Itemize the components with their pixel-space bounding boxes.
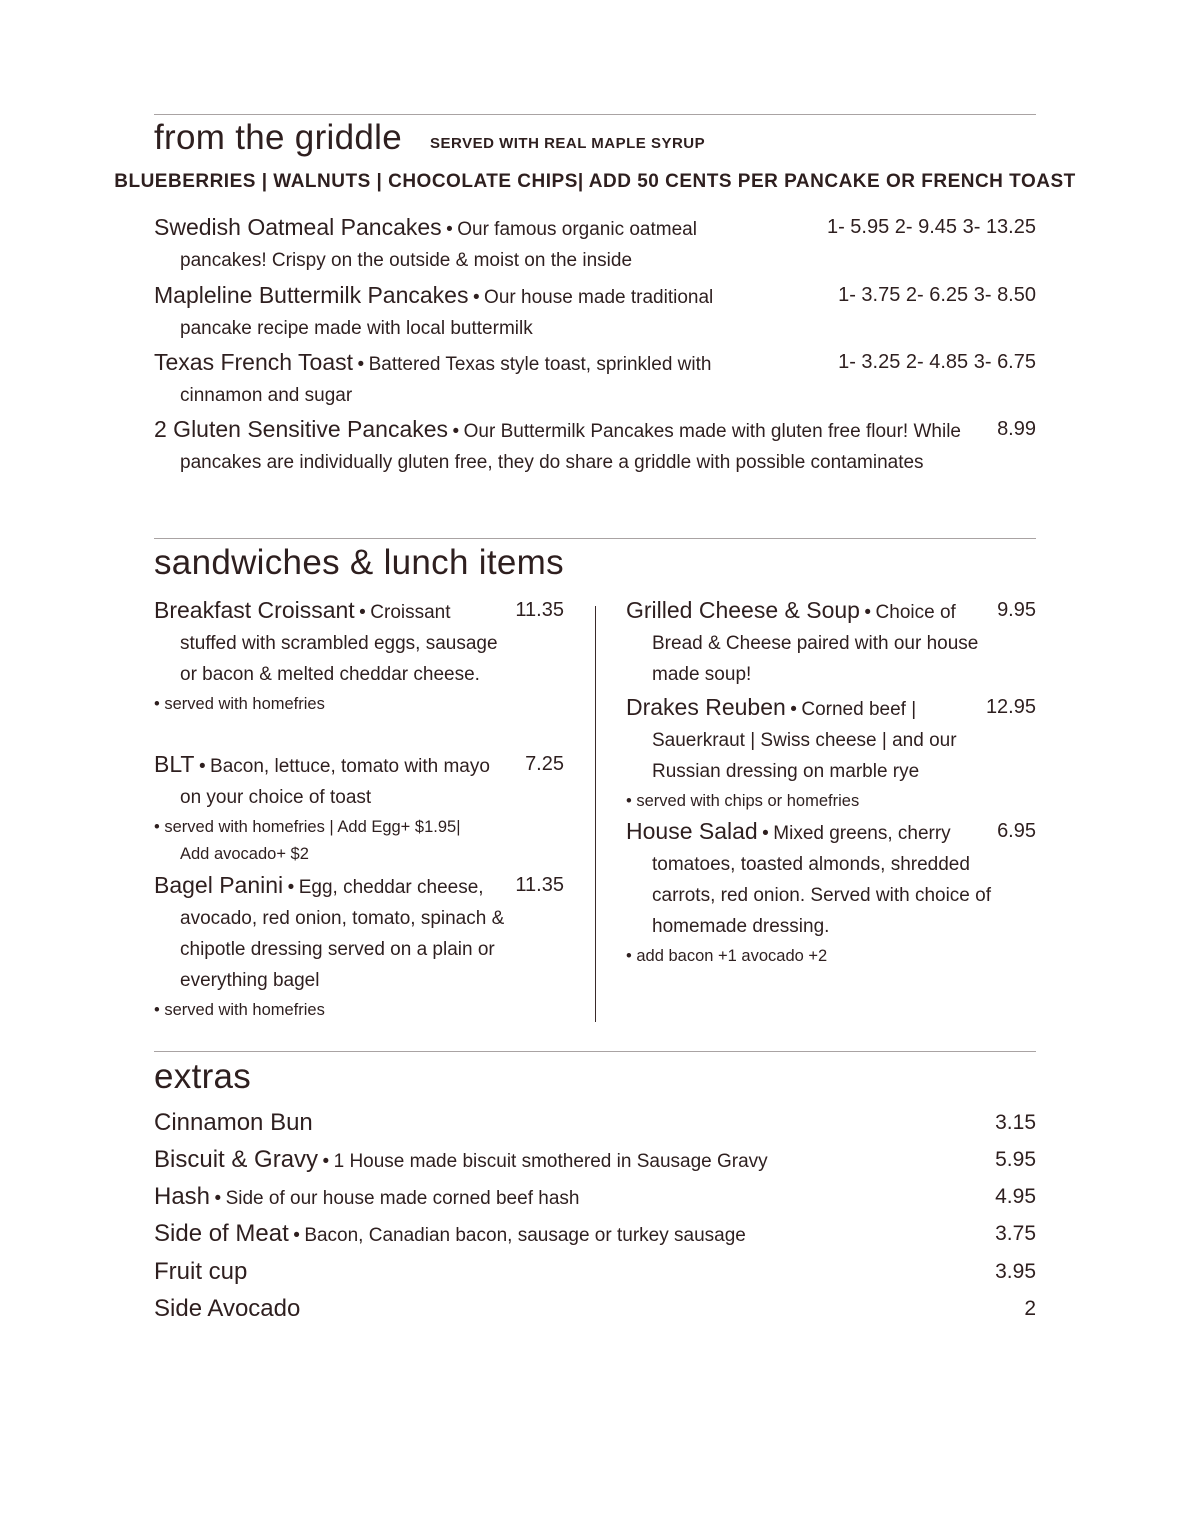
item-separator: • [359,602,366,623]
item-description: Our famous organic oatmeal pancakes! Crispy on the outside & moist on the inside [180,219,697,271]
item-separator: • [198,756,206,777]
extra-item-hash [154,1181,1036,1213]
item-name: Cinnamon Bun [154,1109,313,1136]
item-price: 3.75 [995,1222,1036,1245]
item-price: 7.25 [525,753,564,775]
sandwiches-top-rule [154,538,1036,539]
menu-item-grilled-cheese-soup [626,595,997,691]
column-divider [595,606,596,1022]
item-separator: • [762,823,769,844]
item-separator: • [446,219,453,240]
menu-item-drakes-reuben [626,692,997,815]
item-description: Choice of Bread & Cheese paired with our house made soup! [652,602,979,685]
menu-item-blt [154,749,510,868]
item-description: Mixed greens, cherry tomatoes, toasted almonds, shredded carrots, red onion. Served with choice of homemade dressing. [652,823,992,937]
item-separator: • [322,1151,330,1172]
item-description: Side of our house made corned beef hash [225,1188,580,1209]
item-separator: • [452,421,460,442]
item-separator: • [472,287,480,308]
item-price: 12.95 [985,696,1036,718]
menu-item-breakfast-croissant [154,595,510,718]
item-separator: • [287,877,295,898]
menu-item-swedish-oatmeal [154,212,760,277]
item-name: Bagel Panini [154,872,284,898]
item-name: Texas French Toast [154,349,354,375]
menu-item-mapleline-buttermilk [154,280,780,345]
item-price: 1- 5.95 2- 9.45 3- 13.25 [826,216,1036,238]
item-price: 11.35 [515,599,564,621]
item-price: 3.95 [995,1260,1036,1283]
item-price: 11.35 [515,874,564,896]
item-description: Corned beef | Sauerkraut | Swiss cheese | and our Russian dressing on marble rye [652,699,957,782]
griddle-section-title: from the griddle [154,118,402,157]
item-name: Hash [154,1183,211,1210]
item-name: Side of Meat [154,1220,289,1247]
item-price: 1- 3.25 2- 4.85 3- 6.75 [838,351,1036,373]
extras-top-rule [154,1051,1036,1052]
item-name: Breakfast Croissant [154,597,355,623]
extra-item-biscuit-gravy [154,1144,1036,1176]
item-description: Bacon, Canadian bacon, sausage or turkey sausage [304,1225,746,1246]
item-description: Our Buttermilk Pancakes made with gluten free flour! While pancakes are individually gluten free, they do share a griddle with possible contaminates [180,421,962,473]
extra-item-cinnamon-bun [154,1107,1036,1139]
item-name: Mapleline Buttermilk Pancakes [154,282,469,308]
item-price: 4.95 [995,1185,1036,1208]
item-price: 1- 3.75 2- 6.25 3- 8.50 [838,284,1036,306]
item-price: 2 [1024,1297,1036,1320]
item-description: Croissant stuffed with scrambled eggs, sausage or bacon & melted cheddar cheese. [180,602,498,685]
extras-section-title: extras [154,1057,252,1096]
item-description: 1 House made biscuit smothered in Sausage Gravy [333,1151,768,1172]
item-name: 2 Gluten Sensitive Pancakes [154,416,449,442]
item-name: Drakes Reuben [626,694,786,720]
item-note: • served with homefries [154,695,325,713]
item-price: 5.95 [995,1148,1036,1171]
item-description: Bacon, lettuce, tomato with mayo on your choice of toast [180,756,490,808]
item-name: Grilled Cheese & Soup [626,597,860,623]
item-name: Fruit cup [154,1258,248,1285]
item-name: House Salad [626,818,758,844]
extra-item-side-of-meat [154,1218,1036,1250]
extra-item-fruit-cup [154,1256,1036,1288]
item-description: Our house made traditional pancake recipe made with local buttermilk [180,287,714,339]
item-separator: • [790,699,797,720]
sandwiches-section-title: sandwiches & lunch items [154,543,564,582]
item-name: Swedish Oatmeal Pancakes [154,214,442,240]
item-description: Egg, cheddar cheese, avocado, red onion, tomato, spinach & chipotle dressing served on a plain or everything bagel [180,877,505,991]
item-name: BLT [154,751,195,777]
item-name: Biscuit & Gravy [154,1146,319,1173]
item-price: 9.95 [997,599,1036,621]
griddle-addons: BLUEBERRIES | WALNUTS | CHOCOLATE CHIPS| ADD 50 CENTS PER PANCAKE OR FRENCH TOAST [114,171,1076,192]
griddle-top-rule [154,114,1036,115]
item-separator: • [357,354,365,375]
item-separator: • [293,1225,300,1246]
item-note: • served with chips or homefries [626,792,860,810]
extra-item-side-avocado [154,1293,1036,1325]
item-name: Side Avocado [154,1295,301,1322]
menu-item-bagel-panini [154,870,520,1024]
item-note: • add bacon +1 avocado +2 [626,947,828,965]
menu-item-house-salad [626,816,997,970]
item-note: • served with homefries [154,1001,325,1019]
item-note: • served with homefries | Add Egg+ $1.95| Add avocado+ $2 [154,818,461,863]
item-price: 8.99 [997,418,1036,440]
menu-item-texas-french-toast [154,347,780,412]
item-description: Battered Texas style toast, sprinkled with cinnamon and sugar [180,354,712,406]
item-price: 3.15 [995,1111,1036,1134]
menu-item-gluten-sensitive [154,414,980,479]
item-price: 6.95 [997,820,1036,842]
item-separator: • [214,1188,222,1209]
griddle-subtitle: SERVED WITH REAL MAPLE SYRUP [430,135,706,152]
item-separator: • [864,602,872,623]
